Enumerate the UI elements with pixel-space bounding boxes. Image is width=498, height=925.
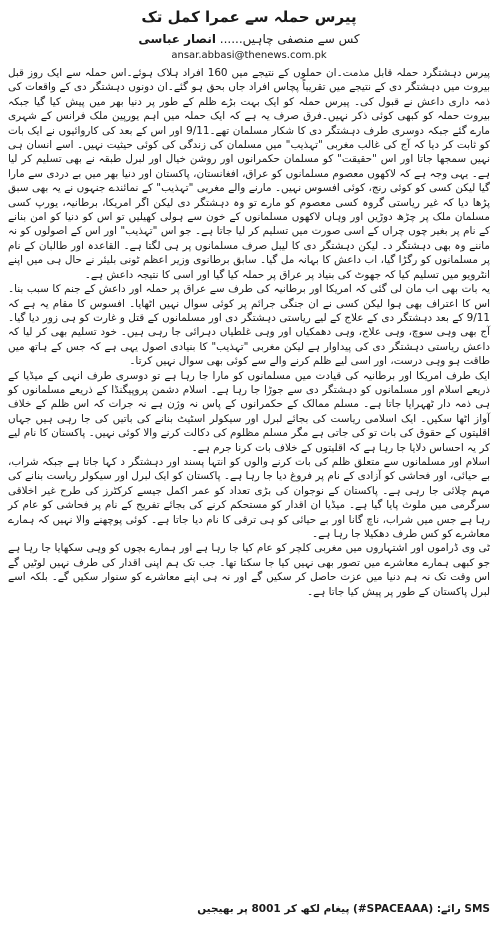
paragraph: اسلام اور مسلمانوں سے متعلق ظلم کی بات کرنے والوں کو انتہا پسند اور دہشتگر د کہا جاتا ہے جبکہ شراب، بے حیائی، اور فحاشی کو آزادی کے نام پر فروغ دیا جا رہا ہے۔ پاکستان کو ایک لبرل اور سیکولر ریاست بنانے کی مہم چلائی جا رہی ہے۔ پاکستان کے نوجوان کی بڑی تعداد کو عمر اکمل جیسے کرکٹرز کی طرح غیر اخلاقی سرگرمی میں ملوث پایا گیا ہے۔ میڈیا ان اقدار کو مستحکم کرنے کی بجائے تفریح کے نام پر فحاشی کو عام کر رہا ہے جس میں شراب، ناچ گانا اور بے حیائی کو ہی ترقی کا نام دیا جاتا ہے۔ کوئی پوچھنے والا نہیں کہ ہمارے معاشرے کو کس طرف دھکیلا جا رہا ہے۔: [8, 455, 490, 540]
byline: [8, 32, 490, 47]
sms-footer: SMS رائے: (SPACEAAA#) پیغام لکھ کر 8001 پر بھیجیں: [197, 903, 490, 915]
paragraph: پیرس دہشتگرد حملہ قابل مذمت۔ان حملوں کے نتیجے میں 160 افراد ہلاک ہوئے۔اس حملہ سے ایک روز قبل بیروت میں دہشتگر دی کے نتیجے میں تقریباً پچاس افراد جاں بحق ہو گئے۔ان دونوں دہشتگر دی کے واقعات کی ذمہ داری داعش نے قبول کی۔ پیرس حملہ کو ایک بہت بڑے ظلم کے طور پر دنیا بھر میں پیش کیا گیا جبکہ بیروت حملہ کو کبھی کوئی ذکر نہیں۔فرق صرف یہ ہے کہ ایک حملہ میں اہم یورپین ملک فرانس کے شہری مارے گئے جبکہ دوسری طرف دہشتگر دی کا شکار مسلمان تھے۔9/11 اور اس کے بعد کی کاروائیوں نے ایک بات کو ثابت کر دیا کہ آج کی غالب مغربی "تہذیب" میں مسلمان کی زندگی کی کوئی حیثیت نہیں۔ اسے انسان ہی نہیں سمجھا جاتا اور اس "حقیقت" کو مسلمان حکمرانوں اور روشن خیال اور لبرل طبقہ نے بھی تسلیم کر لیا ہے۔ یہی وجہ ہے کہ لاکھوں معصوم مسلمانوں کو عراق، افغانستان، پاکستان اور دنیا بھر میں بے دردی سے مارا گیا لیکن کسی کو کوئی رنج، کوئی افسوس نہیں۔ مارنے والے مغربی "تہذیب" کے نمائندے جنہوں نے یہ بھی سبق پڑھا دیا کہ غیر ریاستی گروہ کسی معصوم کو مارے تو وہ دہشتگر دی لیکن اگر امریکا، برطانیہ، یورپ کسی مسلمان ملک پر چڑھ دوڑیں اور وہاں لاکھوں مسلمانوں کے خون سے ہولی کھیلیں تو اس کو دنیا کو امن بنانے کے نام پر بغیر چوں چراں کے اسی صورت میں تسلیم کر لیا جاتا ہے۔ جو اس "تہذیب" اور اس کے اصولوں کو نہ ماننے وہ بھی دہشتگر د۔ لیکن دہشتگر دی کا لیبل صرف مسلمانوں پر ہی لگتا ہے۔ القاعدہ اور طالبان کے نام پر مسلمانوں کو رگڑا گیا، اب داعش کا بہانہ مل گیا۔ سابق برطانوی وزیر اعظم ٹونی بلیئر نے حال ہی میں اپنے انٹرویو میں تسلیم کیا کہ جھوٹ کی بنیاد پر عراق پر حملہ کیا گیا اور اسی کا نتیجہ داعش ہے۔: [8, 67, 490, 281]
article-headline: پیرس حملہ سے عمرا کمل تک: [141, 8, 357, 26]
paragraph: یہ بات بھی اب مان لی گئی کہ امریکا اور برطانیہ کی طرف سے عراق پر حملہ اور داعش کے جنم کا سبب بنا۔ اس کا اعتراف بھی ہوا لیکن کسی نے ان جنگی جرائم پر کوئی سوال نہیں اٹھایا۔ افسوس کا مقام یہ ہے کہ 9/11 کے بعد دہشتگر دی کے علاج کے لیے ریاستی دہشتگر دی اور مسلمانوں کے قتل و غارت کو ہی زور دیا گیا۔ آج بھی وہی سوچ، وہی علاج، وہی دھمکیاں اور وہی غلطیاں دہرائی جا رہی ہیں۔ خود تسلیم بھی کر لیا کہ داعش ریاستی دہشتگر دی کی پیداوار ہے لیکن مغربی "تہذیب" کا بنیادی اصول یہی ہے کہ جس کے ہاتھ میں طاقت ہو وہی درست، اور اسی لیے ظلم کرنے والے سے کوئی بھی سوال نہیں کرتا۔: [8, 283, 490, 368]
author-email: ansar.abbasi@thenews.com.pk: [171, 50, 327, 61]
byline-author: انصار عباسی: [138, 32, 216, 46]
paragraph: ایک طرف امریکا اور برطانیہ کی قیادت میں مسلمانوں کو مارا جا رہا ہے تو دوسری طرف انہی کے میڈیا کے ذریعے اسلام اور مسلمانوں کو دہشتگر دی سے جوڑا جا رہا ہے۔ اسلام دشمن پروپیگنڈا کے ذریعے مسلمانوں کو ہی ذمہ دار ٹھہرایا جاتا ہے۔ مسلم ممالک کے حکمرانوں کے پاس نہ وژن ہے نہ جرات کہ اس ظلم کے خلاف آواز اٹھا سکیں۔ ایک اسلامی ریاست کی بجائے لبرل اور سیکولر اسٹیٹ بنانے کی باتیں کی جا رہی ہیں جہاں اقلیتوں کے حقوق کی بات تو کی جاتی ہے مگر مسلم مظلوم کی دکالت کرنے والا کوئی نہیں۔ پاکستان کا نام لیے کر یہ احساس دلایا جا رہا ہے کہ اقلیتوں کے خلاف بات کرنا جرم ہے۔: [8, 369, 490, 454]
article-body: [8, 66, 490, 599]
paragraph: ٹی وی ڈراموں اور اشتہاروں میں مغربی کلچر کو عام کیا جا رہا ہے اور ہمارے بچوں کو وہی سکھایا جا رہا ہے جو کبھی ہمارے معاشرے میں تصور بھی نہیں کیا جا سکتا تھا۔ جب تک ہم اپنی اقدار کی طرف نہیں لوٹیں گے اس وقت تک نہ ہم دنیا میں عزت حاصل کر سکیں گے اور نہ ہی اپنے معاشرے کو سنوار سکیں گے۔ بلکہ اسے لبرل پاکستان کے طور پر پیش کیا جاتا ہے۔: [8, 542, 490, 598]
byline-tagline: کس سے منصفی چاہیں......: [219, 32, 360, 46]
